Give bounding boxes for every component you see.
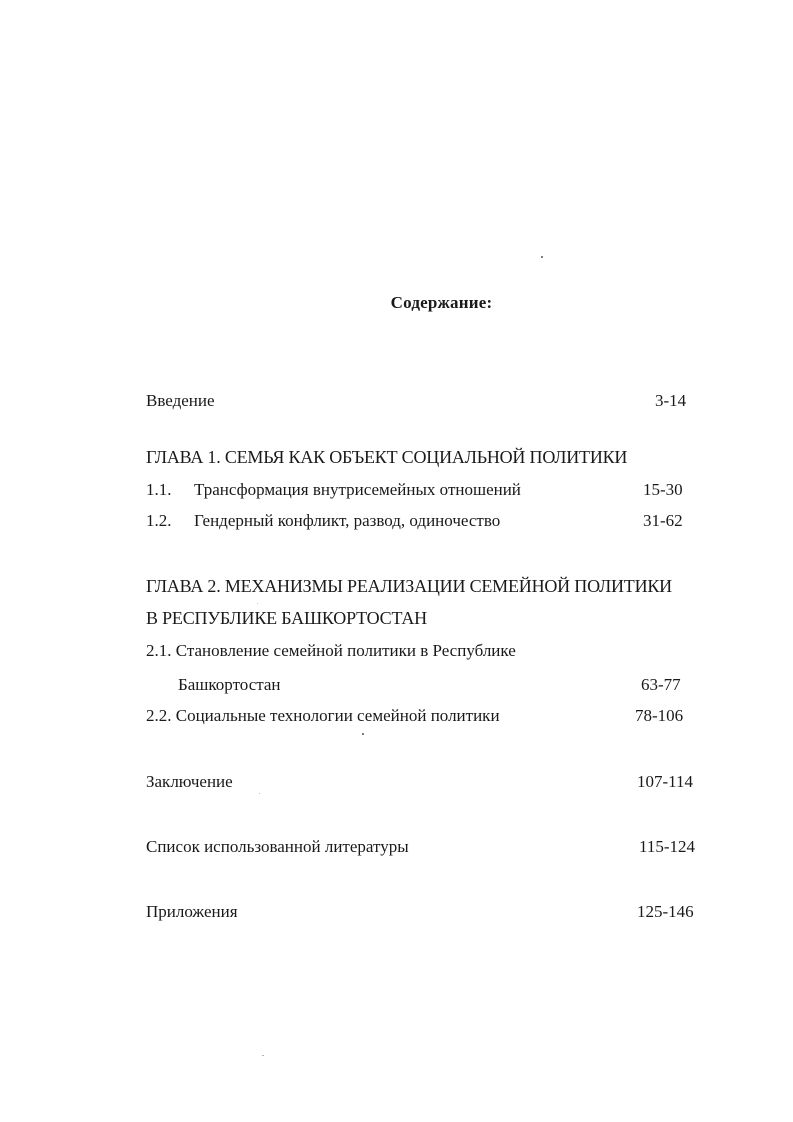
scan-speck: [362, 733, 364, 735]
toc-entry-conclusion-label: Заключение: [146, 772, 233, 791]
toc-entry-2-1-pages: 63-77: [641, 675, 681, 694]
toc-entry-1-1-label: Трансформация внутрисемейных отношений: [194, 480, 521, 499]
toc-entry-intro-label: Введение: [146, 391, 215, 410]
toc-entry-conclusion-pages: 107-114: [637, 772, 694, 791]
chapter-2-heading-line2: В РЕСПУБЛИКЕ БАШКОРТОСТАН: [146, 608, 427, 628]
chapter-2-heading-line1: ГЛАВА 2. МЕХАНИЗМЫ РЕАЛИЗАЦИИ СЕМЕЙНОЙ ПОЛИТИКИ: [146, 576, 672, 596]
toc-entry-appendices-pages: 125-146: [637, 902, 694, 921]
scan-speck: [257, 603, 258, 604]
toc-entry-1-1-number: 1.1.: [146, 480, 172, 499]
toc-entry-2-1-label-line1: 2.1. Становление семейной политики в Республике: [146, 641, 516, 660]
toc-entry-references-pages: 115-124: [639, 837, 696, 856]
toc-entry-1-2-number: 1.2.: [146, 511, 172, 530]
toc-entry-appendices-label: Приложения: [146, 902, 238, 921]
toc-entry-intro-pages: 3-14: [655, 391, 687, 410]
toc-title: Содержание:: [390, 293, 493, 312]
toc-entry-1-1: [146, 480, 521, 500]
toc-entry-1-2-pages: 31-62: [643, 511, 683, 530]
toc-entry-2-2-label: 2.2. Социальные технологии семейной политики: [146, 706, 500, 725]
toc-entry-2-2-pages: 78-106: [635, 706, 684, 725]
toc-entry-2-1-label-line2: Башкортостан: [178, 675, 281, 694]
toc-entry-1-2-label: Гендерный конфликт, развод, одиночество: [194, 511, 501, 530]
scan-speck: [262, 1055, 264, 1056]
chapter-1-heading: ГЛАВА 1. СЕМЬЯ КАК ОБЪЕКТ СОЦИАЛЬНОЙ ПОЛИТИКИ: [146, 447, 628, 467]
scan-speck: [259, 793, 260, 794]
toc-entry-1-1-pages: 15-30: [643, 480, 683, 499]
toc-entry-1-2: [146, 511, 500, 531]
toc-entry-references-label: Список использованной литературы: [146, 837, 409, 856]
scan-speck: [541, 256, 543, 258]
